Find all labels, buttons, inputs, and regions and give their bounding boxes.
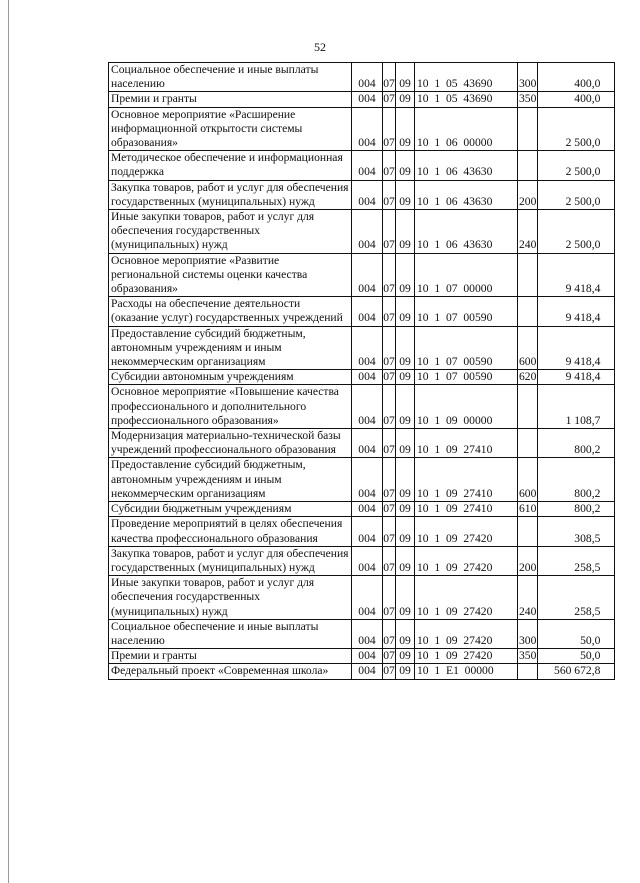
subsection-code-cell: 09 bbox=[396, 429, 415, 458]
expense-type-cell bbox=[518, 253, 538, 297]
amount-cell: 258,5 bbox=[538, 576, 615, 620]
expense-type-cell bbox=[518, 385, 538, 429]
ministry-code-cell: 004 bbox=[352, 253, 383, 297]
expense-type-cell bbox=[518, 151, 538, 180]
section-code-cell: 07 bbox=[383, 180, 396, 209]
expense-type-cell: 620 bbox=[519, 370, 537, 384]
article-code-cell bbox=[415, 502, 518, 517]
article-code-text: 10 1 09 27420 bbox=[417, 604, 493, 618]
subsection-code-cell: 09 bbox=[396, 151, 415, 180]
row-name-cell: Социальное обеспечение и иные выплаты населению bbox=[109, 63, 352, 92]
article-code-text: 10 1 09 27410 bbox=[417, 443, 493, 457]
ministry-code-cell: 004 bbox=[352, 619, 383, 648]
ministry-code-cell: 004 bbox=[352, 210, 383, 254]
amount-cell: 50,0 bbox=[538, 619, 615, 648]
ministry-code-cell: 004 bbox=[352, 649, 383, 664]
row-name-cell: Закупка товаров, работ и услуг для обеспечения государственных (муниципальных) нужд bbox=[109, 180, 352, 209]
row-name-cell: Основное мероприятие «Повышение качества профессионального и дополнительного профессионального образования» bbox=[109, 385, 352, 429]
table-row bbox=[109, 151, 615, 180]
row-name-cell: Закупка товаров, работ и услуг для обеспечения государственных (муниципальных) нужд bbox=[109, 546, 352, 575]
row-name-cell: Проведение мероприятий в целях обеспечения качества профессионального образования bbox=[109, 517, 352, 546]
subsection-code-cell: 09 bbox=[396, 370, 415, 385]
ministry-code-cell: 004 bbox=[352, 180, 383, 209]
article-code-text: 10 1 06 43630 bbox=[417, 238, 493, 252]
table-row bbox=[109, 326, 615, 370]
section-code-cell: 07 bbox=[383, 517, 396, 546]
article-code-text: 10 1 09 27420 bbox=[417, 633, 493, 647]
expense-type-cell bbox=[518, 517, 538, 546]
amount-cell: 2 500,0 bbox=[538, 210, 615, 254]
amount-cell: 9 418,4 bbox=[538, 297, 615, 326]
article-code-cell bbox=[415, 210, 518, 254]
article-code-cell bbox=[415, 546, 518, 575]
section-code-cell: 07 bbox=[383, 297, 396, 326]
article-code-cell bbox=[415, 664, 518, 679]
article-code-text: 10 1 E1 00000 bbox=[417, 664, 494, 678]
section-code-cell: 07 bbox=[383, 385, 396, 429]
ministry-code-cell: 004 bbox=[352, 107, 383, 151]
article-code-cell bbox=[415, 619, 518, 648]
expense-type-cell: 200 bbox=[518, 180, 538, 209]
subsection-code-cell: 09 bbox=[396, 180, 415, 209]
section-code-cell: 07 bbox=[383, 649, 395, 663]
table-row bbox=[109, 370, 615, 385]
expense-type-cell: 240 bbox=[518, 210, 538, 254]
subsection-code-cell: 09 bbox=[396, 63, 415, 92]
row-name-cell: Субсидии автономным учреждениям bbox=[109, 370, 352, 385]
section-code-cell: 07 bbox=[383, 502, 395, 516]
ministry-code-cell: 004 bbox=[352, 385, 383, 429]
section-code-cell: 07 bbox=[383, 458, 396, 502]
subsection-code-cell: 09 bbox=[396, 576, 415, 620]
article-code-text: 10 1 06 43630 bbox=[417, 194, 493, 208]
section-code-cell: 07 bbox=[383, 107, 396, 151]
article-code-text: 10 1 09 27420 bbox=[417, 560, 493, 574]
table-row bbox=[109, 576, 615, 620]
ministry-code-cell: 004 bbox=[352, 370, 383, 385]
ministry-code-cell: 004 bbox=[352, 576, 383, 620]
amount-cell: 9 418,4 bbox=[538, 370, 615, 385]
table-row bbox=[109, 664, 615, 679]
expense-type-cell: 610 bbox=[519, 502, 537, 516]
scan-edge-line bbox=[8, 0, 9, 883]
row-name-cell: Основное мероприятие «Развитие региональной системы оценки качества образования» bbox=[109, 253, 352, 297]
ministry-code-cell: 004 bbox=[352, 297, 383, 326]
subsection-code-cell: 09 bbox=[396, 664, 415, 679]
ministry-code-cell: 004 bbox=[352, 151, 383, 180]
table-row bbox=[109, 649, 615, 664]
expense-type-cell bbox=[518, 664, 538, 679]
row-name-cell: Премии и гранты bbox=[109, 92, 352, 107]
amount-cell: 258,5 bbox=[538, 546, 615, 575]
amount-cell: 800,2 bbox=[538, 429, 615, 458]
article-code-cell bbox=[415, 297, 518, 326]
article-code-text: 10 1 09 00000 bbox=[417, 413, 493, 427]
amount-cell: 800,2 bbox=[538, 502, 615, 517]
expense-type-cell: 350 bbox=[519, 649, 537, 663]
expense-type-cell: 300 bbox=[518, 63, 538, 92]
subsection-code-cell: 09 bbox=[396, 107, 415, 151]
subsection-code-cell: 09 bbox=[396, 210, 415, 254]
ministry-code-cell: 004 bbox=[352, 517, 383, 546]
amount-cell: 308,5 bbox=[538, 517, 615, 546]
article-code-text: 10 1 06 43630 bbox=[417, 165, 493, 179]
table-row bbox=[109, 210, 615, 254]
article-code-cell bbox=[415, 576, 518, 620]
section-code-cell: 07 bbox=[383, 619, 396, 648]
row-name-cell: Субсидии бюджетным учреждениям bbox=[109, 502, 352, 517]
section-code-cell: 07 bbox=[383, 92, 395, 106]
row-name-cell: Иные закупки товаров, работ и услуг для обеспечения государственных (муниципальных) нужд bbox=[109, 210, 352, 254]
table-row bbox=[109, 502, 615, 517]
row-name-cell: Иные закупки товаров, работ и услуг для обеспечения государственных (муниципальных) нужд bbox=[109, 576, 352, 620]
expense-type-cell bbox=[518, 297, 538, 326]
page-number: 52 bbox=[314, 40, 326, 54]
article-code-text: 10 1 05 43690 bbox=[417, 92, 493, 106]
article-code-cell bbox=[415, 429, 518, 458]
row-name-cell: Премии и гранты bbox=[109, 649, 352, 664]
expense-type-cell bbox=[518, 107, 538, 151]
article-code-cell bbox=[415, 151, 518, 180]
expense-type-cell: 600 bbox=[518, 326, 538, 370]
table-row bbox=[109, 63, 615, 92]
table-row bbox=[109, 107, 615, 151]
article-code-text: 10 1 07 00590 bbox=[417, 355, 493, 369]
row-name-cell: Модернизация материально-технической базы учреждений профессионального образования bbox=[109, 429, 352, 458]
ministry-code-cell: 004 bbox=[352, 326, 383, 370]
table-row bbox=[109, 385, 615, 429]
ministry-code-cell: 004 bbox=[352, 429, 383, 458]
row-name-cell: Предоставление субсидий бюджетным, автономным учреждениям и иным некоммерческим организациям bbox=[109, 326, 352, 370]
amount-cell: 1 108,7 bbox=[538, 385, 615, 429]
table-row bbox=[109, 92, 615, 107]
budget-table-body bbox=[109, 63, 615, 680]
section-code-cell: 07 bbox=[383, 664, 395, 678]
subsection-code-cell: 09 bbox=[396, 619, 415, 648]
table-row bbox=[109, 429, 615, 458]
table-row bbox=[109, 619, 615, 648]
table-row bbox=[109, 546, 615, 575]
article-code-cell bbox=[415, 180, 518, 209]
ministry-code-cell: 004 bbox=[352, 546, 383, 575]
article-code-text: 10 1 09 27420 bbox=[417, 649, 493, 663]
expense-type-cell: 200 bbox=[518, 546, 538, 575]
ministry-code-cell: 004 bbox=[352, 92, 383, 107]
expense-type-cell: 350 bbox=[519, 92, 537, 106]
table-row bbox=[109, 253, 615, 297]
subsection-code-cell: 09 bbox=[396, 297, 415, 326]
section-code-cell: 07 bbox=[383, 63, 396, 92]
article-code-cell bbox=[415, 649, 518, 664]
amount-cell: 50,0 bbox=[538, 649, 615, 664]
subsection-code-cell: 09 bbox=[396, 385, 415, 429]
subsection-code-cell: 09 bbox=[396, 517, 415, 546]
amount-cell: 9 418,4 bbox=[538, 326, 615, 370]
section-code-cell: 07 bbox=[383, 326, 396, 370]
amount-cell: 400,0 bbox=[538, 92, 615, 107]
ministry-code-cell: 004 bbox=[352, 664, 383, 679]
article-code-text: 10 1 06 00000 bbox=[417, 136, 493, 150]
subsection-code-cell: 09 bbox=[396, 649, 415, 664]
amount-cell: 400,0 bbox=[538, 63, 615, 92]
article-code-text: 10 1 09 27410 bbox=[417, 502, 493, 516]
section-code-cell: 07 bbox=[383, 370, 395, 384]
section-code-cell: 07 bbox=[383, 151, 396, 180]
article-code-cell bbox=[415, 370, 518, 385]
ministry-code-cell: 004 bbox=[352, 458, 383, 502]
amount-cell: 2 500,0 bbox=[538, 180, 615, 209]
article-code-text: 10 1 05 43690 bbox=[417, 77, 493, 91]
ministry-code-cell: 004 bbox=[352, 63, 383, 92]
article-code-text: 10 1 09 27420 bbox=[417, 531, 493, 545]
article-code-text: 10 1 07 00000 bbox=[417, 282, 493, 296]
expense-type-cell: 600 bbox=[518, 458, 538, 502]
article-code-cell bbox=[415, 63, 518, 92]
row-name-cell: Основное мероприятие «Расширение информационной открытости системы образования» bbox=[109, 107, 352, 151]
expense-type-cell: 240 bbox=[518, 576, 538, 620]
subsection-code-cell: 09 bbox=[396, 458, 415, 502]
amount-cell: 9 418,4 bbox=[538, 253, 615, 297]
table-row bbox=[109, 517, 615, 546]
subsection-code-cell: 09 bbox=[396, 326, 415, 370]
row-name-cell: Федеральный проект «Современная школа» bbox=[109, 664, 352, 679]
ministry-code-cell: 004 bbox=[352, 502, 383, 517]
expense-type-cell bbox=[518, 429, 538, 458]
section-code-cell: 07 bbox=[383, 576, 396, 620]
subsection-code-cell: 09 bbox=[396, 546, 415, 575]
article-code-cell bbox=[415, 385, 518, 429]
subsection-code-cell: 09 bbox=[396, 502, 415, 517]
article-code-cell bbox=[415, 253, 518, 297]
row-name-cell: Социальное обеспечение и иные выплаты населению bbox=[109, 619, 352, 648]
row-name-cell: Методическое обеспечение и информационная поддержка bbox=[109, 151, 352, 180]
article-code-cell bbox=[415, 107, 518, 151]
amount-cell: 560 672,8 bbox=[538, 664, 615, 679]
row-name-cell: Предоставление субсидий бюджетным, автономным учреждениям и иным некоммерческим организациям bbox=[109, 458, 352, 502]
section-code-cell: 07 bbox=[383, 253, 396, 297]
section-code-cell: 07 bbox=[383, 546, 396, 575]
table-row bbox=[109, 297, 615, 326]
article-code-text: 10 1 07 00590 bbox=[417, 311, 493, 325]
article-code-text: 10 1 09 27410 bbox=[417, 486, 493, 500]
article-code-cell bbox=[415, 458, 518, 502]
section-code-cell: 07 bbox=[383, 429, 396, 458]
row-name-cell: Расходы на обеспечение деятельности (оказание услуг) государственных учреждений bbox=[109, 297, 352, 326]
budget-table bbox=[108, 62, 615, 680]
subsection-code-cell: 09 bbox=[396, 92, 415, 107]
table-row bbox=[109, 180, 615, 209]
article-code-cell bbox=[415, 92, 518, 107]
amount-cell: 2 500,0 bbox=[538, 107, 615, 151]
table-row bbox=[109, 458, 615, 502]
expense-type-cell: 300 bbox=[518, 619, 538, 648]
subsection-code-cell: 09 bbox=[396, 253, 415, 297]
section-code-cell: 07 bbox=[383, 210, 396, 254]
article-code-cell bbox=[415, 326, 518, 370]
article-code-cell bbox=[415, 517, 518, 546]
article-code-text: 10 1 07 00590 bbox=[417, 370, 493, 384]
amount-cell: 2 500,0 bbox=[538, 151, 615, 180]
amount-cell: 800,2 bbox=[538, 458, 615, 502]
